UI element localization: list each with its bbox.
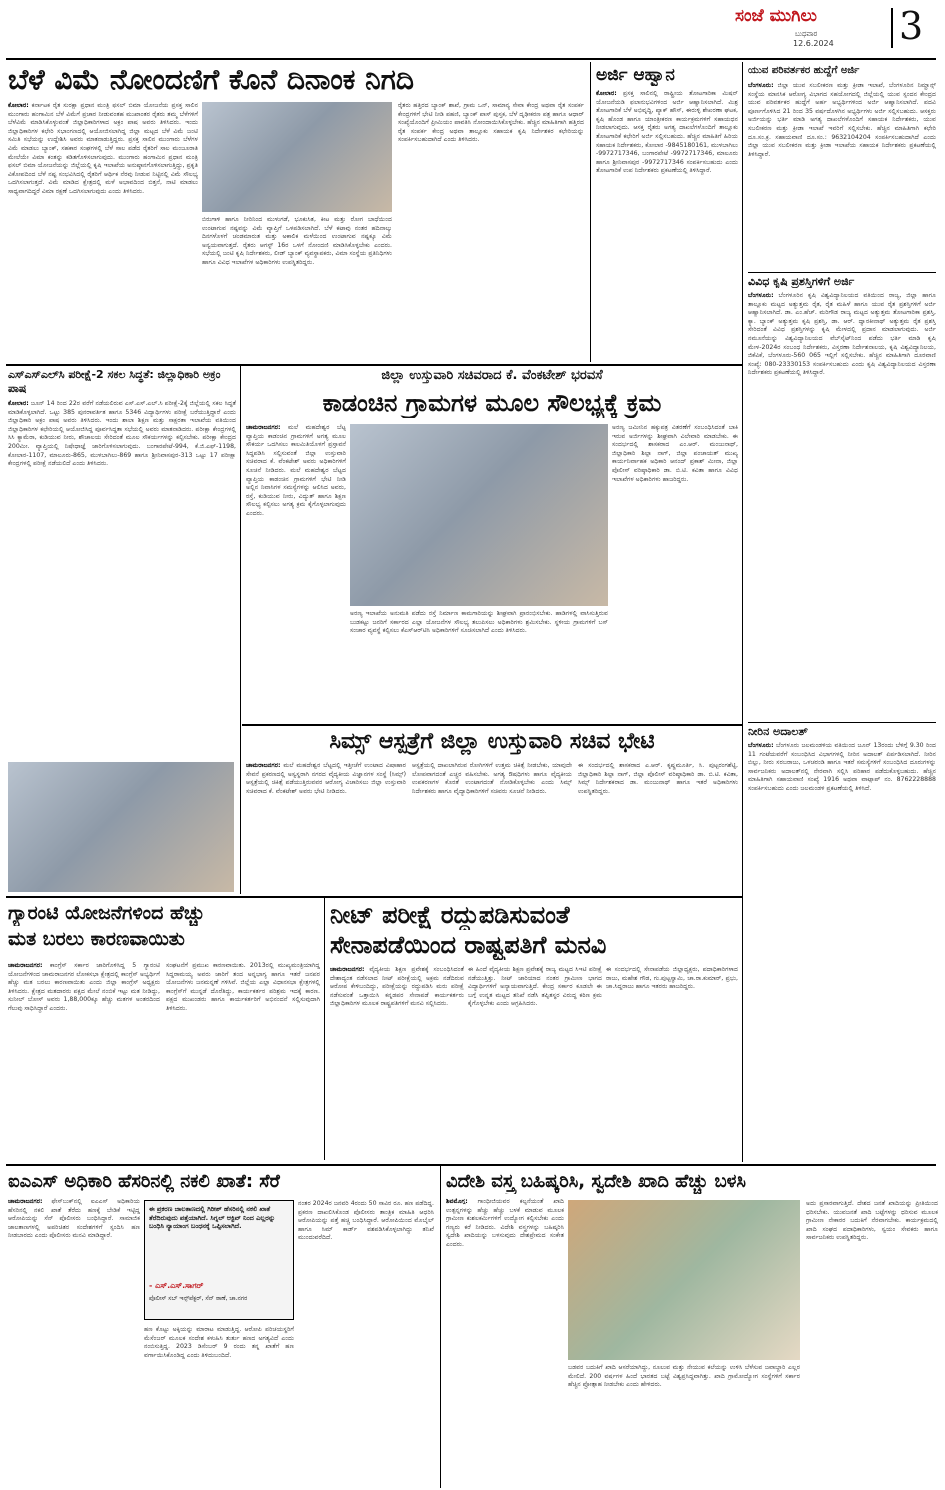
minister-col2: ಅರಣ್ಯ ಇಲಾಖೆಯ ಅನುಮತಿ ಪಡೆದು ರಸ್ತೆ ನಿರ್ಮಾಣ ಕಾಮಗಾರಿಯನ್ನು ಶೀಘ್ರವಾಗಿ ಪ್ರಾರಂಭಿಸಬೇಕು. ಹಾಡಿಗಳಲ್ಲಿ ವಾಸಿಸುತ್ತಿರುವ ಬುಡಕಟ್ಟು ಜನರಿಗೆ ಸರ್ಕಾರದ ಎಲ್ಲಾ ಯೋಜನೆಗಳ ಸೌಲಭ್ಯ ತಲುಪಿಸಲು ಅಧಿಕಾರಿಗಳು ಶ್ರಮಿಸಬೇಕು. ಸ್ಥಳೀಯ ಗ್ರಾಮಗಳಿಗೆ ಬಸ್ ಸಂಚಾರ ವ್ಯವಸ್ಥೆ ಕಲ್ಪಿಸಲು ಕೆಎಸ್‌ಆರ್‌ಟಿಸಿ ಅಧಿಕಾರಿಗಳಿಗೆ ಸೂಚಿಸಲಾಗಿದೆ ಎಂದು ತಿಳಿಸಿದರು. [350,610,608,635]
guarantee-col1 [8,962,160,1158]
khadi-photo [568,1200,800,1360]
minister-dateline: ಚಾಮರಾಜನಗರ: [246,424,281,431]
guarantee-text1: ಕಾಂಗ್ರೆಸ್ ಸರ್ಕಾರ ಜಾರಿಗೊಳಿಸಿದ್ದ 5 ಗ್ಯಾರಂಟಿ ಯೋಜನೆಗಳಿಂದ ಚಾಮರಾಜನಗರ ಲೋಕಸಭಾ ಕ್ಷೇತ್ರದಲ್ಲಿ ಕಾಂಗ್ರೆಸ್ ಅಭ್ಯರ್ಥಿಗೆ ಹೆಚ್ಚು ಮತ ಬರಲು ಕಾರಣವಾಯಿತು ಎಂದು ಜಿಲ್ಲಾ ಕಾಂಗ್ರೆಸ್ ಅಧ್ಯಕ್ಷರು ತಿಳಿಸಿದರು. ಕ್ಷೇತ್ರದ ಮತದಾರರು ಪಕ್ಷದ ಮೇಲೆ ನಂಬಿಕೆ ಇಟ್ಟು ಮತ ನೀಡಿದ್ದು, ಸುನೀಲ್ ಬೋಸ್ ಅವರು 1,88,000ಕ್ಕೂ ಹೆಚ್ಚು ಮತಗಳ ಅಂತರದಿಂದ ಗೆಲುವು ಸಾಧಿಸಿದ್ದಾರೆ ಎಂದರು. [8,962,160,1012]
neet-headline-line2: ಸೇನಾಪಡೆಯಿಂದ ರಾಷ್ಟ್ರಪತಿಗೆ ಮನವಿ [330,931,607,959]
khadi-text1: ಗಾಂಧೀಜಿಯವರ ಕಲ್ಪನೆಯಂತೆ ಖಾದಿ ಉತ್ಪನ್ನಗಳನ್ನು ಹೆಚ್ಚು ಹೆಚ್ಚು ಬಳಕೆ ಮಾಡುವ ಮೂಲಕ ಗ್ರಾಮೀಣ ಕುಶಲಕರ್ಮಿಗಳಿಗೆ ಉದ್ಯೋಗ ಕಲ್ಪಿಸಬೇಕು ಎಂದು ಗಣ್ಯರು ಕರೆ ನೀಡಿದರು. ವಿದೇಶಿ ವಸ್ತ್ರಗಳನ್ನು ಬಹಿಷ್ಕರಿಸಿ ಸ್ವದೇಶಿ ಖಾದಿಯನ್ನು ಬಳಸುವುದು ದೇಶಪ್ರೇಮದ ಸಂಕೇತ ಎಂದರು. [446,1198,564,1248]
hospital-headline: ಸಿಮ್ಸ್ ಆಸ್ಪತ್ರೆಗೆ ಜಿಲ್ಲಾ ಉಸ್ತುವಾರಿ ಸಚಿವ ಭೇಟಿ [329,729,655,754]
water-adalat-dateline: ಬೆಂಗಳೂರು: [748,742,774,749]
fake-ias-col1 [8,1198,140,1486]
minister-kicker: ಜಿಲ್ಲಾ ಉಸ್ತುವಾರಿ ಸಚಿವರಾದ ಕೆ. ವೆಂಕಟೇಶ್ ಭರವಸೆ [381,368,603,383]
rule-under-crop [6,364,742,366]
crop-insurance-text1: ಕರ್ನಾಟಕ ರೈತ ಸುರಕ್ಷಾ ಪ್ರಧಾನ ಮಂತ್ರಿ ಫಸಲ್ ಬಿಮಾ ಯೋಜನೆಯ ಪ್ರಸಕ್ತ ಸಾಲಿನ ಮುಂಗಾರು ಹಂಗಾಮಿನ ಬೆಳೆ ವಿಮೆಗೆ ಪ್ರಚಾರ ನೀಡುವಂತಹ ಮುಖಾಂತರ ರೈತರು ತಮ್ಮ ಬೆಳೆಗಳಿಗೆ ಬೆಳೆವಿಮೆ ಮಾಡಿಸಿಕೊಳ್ಳುವಂತೆ ಜಿಲ್ಲಾಧಿಕಾರಿಗಳಾದ ಅಕ್ರಂ ಪಾಷ ಅವರು ತಿಳಿಸಿದರು. ಇಂದು ಜಿಲ್ಲಾಧಿಕಾರಿಗಳ ಕಛೇರಿ ಸಭಾಂಗಣದಲ್ಲಿ ಆಯೋಜಿಸಲಾಗಿದ್ದ ಜಿಲ್ಲಾ ಮಟ್ಟದ ಬೆಳೆ ವಿಮೆ ಜಂಟಿ ಸಮಿತಿ ಸಭೆಯನ್ನು ಉದ್ದೇಶಿಸಿ ಅವರು ಮಾತನಾಡುತ್ತಿದ್ದರು. ಪ್ರಸಕ್ತ ಸಾಲಿನ ಮುಂಗಾರು ಬೆಳೆಗಳ ವಿಮೆ ಮಾಡಲು ಬ್ಯಾಂಕ್, ಸಹಕಾರ ಸಂಘಗಳಲ್ಲಿ ಬೆಳೆ ಸಾಲ ಪಡೆದ ರೈತರಿಗೆ ಸಾಲ ಮಂಜೂರಾತಿ ಮೇಲೆಯೇ ವಿಮಾ ಕಂತನ್ನು ಕಡಿತಗೊಳಿಸಲಾಗುವುದು. ಮುಂಗಾರು ಹಂಗಾಮಿನ ಪ್ರಧಾನ ಮಂತ್ರಿ ಫಸಲ್ ಬಿಮಾ ಯೋಜನೆಯನ್ನು ಜಿಲ್ಲೆಯಲ್ಲಿ ಕೃಷಿ ಇಲಾಖೆಯ ಅನುಷ್ಠಾನಗೊಳಿಸಲಾಗುತ್ತಿದ್ದು, ಪ್ರಕೃತಿ ವಿಕೋಪದಿಂದ ಬೆಳೆ ನಷ್ಟ ಸಂಭವಿಸಿದಲ್ಲಿ ರೈತರಿಗೆ ಆರ್ಥಿಕ ನೆರವು ನೀಡುವ ನಿಟ್ಟಿನಲ್ಲಿ ವಿಮೆ ಸೌಲಭ್ಯ ಒದಗಿಸಲಾಗುತ್ತದೆ. ವಿಮೆ ಮಾಡಿದ ಕ್ಷೇತ್ರದಲ್ಲಿ ಮಳೆ ಅಭಾವದಿಂದ ಬಿತ್ತನೆ, ನಾಟಿ ಮಾಡಲು ಸಾಧ್ಯವಾಗದಿದ್ದರೆ ವಿಮಾ ರಕ್ಷಣೆ ಒದಗಿಸಲಾಗುವುದು ಎಂದು ತಿಳಿಸಿದರು. [8,102,198,195]
masthead-date: 12.6.2024 [793,39,834,48]
sslc-text: ಜೂನ್ 14 ರಿಂದ 22ರ ವರೆಗೆ ನಡೆಯಲಿರುವ ಎಸ್.ಎಸ್.ಎಲ್.ಸಿ ಪರೀಕ್ಷೆ-2ಕ್ಕೆ ಜಿಲ್ಲೆಯಲ್ಲಿ ಸಕಲ ಸಿದ್ಧತೆ ಮಾಡಿಕೊಳ್ಳಲಾಗಿದೆ. ಒಟ್ಟು 385 ಪುನರಾವರ್ತಿತ ಹಾಗೂ 5346 ವಿದ್ಯಾರ್ಥಿಗಳು ಪರೀಕ್ಷೆ ಬರೆಯುತ್ತಿದ್ದಾರೆ ಎಂದು ಜಿಲ್ಲಾಧಿಕಾರಿ ಅಕ್ರಂ ಪಾಷ ಅವರು ತಿಳಿಸಿದರು. ಇಂದು ಶಾಲಾ ಶಿಕ್ಷಣ ಮತ್ತು ಸಾಕ್ಷರತಾ ಇಲಾಖೆಯ ವತಿಯಿಂದ ಜಿಲ್ಲಾಧಿಕಾರಿಗಳ ಕಛೇರಿಯಲ್ಲಿ ಆಯೋಜಿಸಿದ್ದ ಪೂರ್ವಸಿದ್ಧತಾ ಸಭೆಯಲ್ಲಿ ಅವರು ಮಾತನಾಡಿದರು. ಪರೀಕ್ಷಾ ಕೇಂದ್ರಗಳಲ್ಲಿ ಸಿಸಿ ಕ್ಯಾಮೆರಾ, ಕುಡಿಯುವ ನೀರು, ಶೌಚಾಲಯ ಸೇರಿದಂತೆ ಮೂಲ ಸೌಕರ್ಯಗಳನ್ನು ಕಲ್ಪಿಸಬೇಕು. ಪರೀಕ್ಷಾ ಕೇಂದ್ರದ 200ಮೀ. ವ್ಯಾಪ್ತಿಯಲ್ಲಿ ನಿಷೇಧಾಜ್ಞೆ ಜಾರಿಗೊಳಿಸಲಾಗುವುದು. ಬಂಗಾರಪೇಟೆ-994, ಕೆ.ಜಿ.ಎಫ್-1198, ಕೋಲಾರ-1107, ಮಾಲೂರು-865, ಮುಳಬಾಗಿಲು-869 ಹಾಗೂ ಶ್ರೀನಿವಾಸಪುರ-313 ಒಟ್ಟು 17 ಪರೀಕ್ಷಾ ಕೇಂದ್ರಗಳಲ್ಲಿ ಪರೀಕ್ಷೆ ನಡೆಯಲಿದೆ ಎಂದು ತಿಳಿಸಿದರು. [8,400,236,468]
guarantee-headline-line1: ಗ್ಯಾರಂಟಿ ಯೋಜನೆಗಳಿಂದ ಹೆಚ್ಚು [8,902,205,924]
neet-col3: ಈ ಸಂದರ್ಭದಲ್ಲಿ ಸೇನಾಪಡೆಯ ಜಿಲ್ಲಾಧ್ಯಕ್ಷರು, ಪದಾಧಿಕಾರಿಗಳಾದ ರಾಜು, ಮಹೇಶ ಗೌಡ, ಗು.ಪುಟ್ಟಸ್ವಾಮಿ, ಚಾ.ರಾ.ಕುಮಾರ್, ಪ್ರಭು, ಚಾ.ಸಿದ್ದರಾಜು ಹಾಗೂ ಇತರರು ಹಾಜರಿದ್ದರು. [606,966,738,991]
youth-text: ಜಿಲ್ಲಾ ಯುವ ಸಬಲೀಕರಣ ಮತ್ತು ಕ್ರೀಡಾ ಇಲಾಖೆ, ಬೆಂಗಳೂರಿನ ನಿಮ್ಹಾನ್ಸ್ ಸಂಸ್ಥೆಯ ಮಾನಸಿಕ ಆರೋಗ್ಯ ವಿಭಾಗದ ಸಹಯೋಗದಲ್ಲಿ ಜಿಲ್ಲೆಯಲ್ಲಿ ಯುವ ಸ್ಪಂದನ ಕೇಂದ್ರದ ಯುವ ಪರಿವರ್ತಕರ ಹುದ್ದೆಗೆ ಅರ್ಹ ಅಭ್ಯರ್ಥಿಗಳಿಂದ ಅರ್ಜಿ ಆಹ್ವಾನಿಸಲಾಗಿದೆ. ಪದವಿ ಪೂರ್ಣಗೊಳಿಸಿದ 21 ರಿಂದ 35 ವರ್ಷದೊಳಗಿನ ಅಭ್ಯರ್ಥಿಗಳು ಅರ್ಜಿ ಸಲ್ಲಿಸಬಹುದು. ಆಸಕ್ತರು ಅರ್ಜಿಯನ್ನು ಭರ್ತಿ ಮಾಡಿ ಅಗತ್ಯ ದಾಖಲೆಗಳೊಂದಿಗೆ ಸಹಾಯಕ ನಿರ್ದೇಶಕರು, ಯುವ ಸಬಲೀಕರಣ ಮತ್ತು ಕ್ರೀಡಾ ಇಲಾಖೆ ಇವರಿಗೆ ಸಲ್ಲಿಸಬೇಕು. ಹೆಚ್ಚಿನ ಮಾಹಿತಿಗಾಗಿ ಕಛೇರಿ ದೂ.ಸಂ.ಕ್ರ. ಸಹಾಯವಾಣಿ ದೂ.ಸಂ.: 9632104204 ಸಂಪರ್ಕಿಸಬಹುದಾಗಿದೆ ಎಂದು ಜಿಲ್ಲಾ ಯುವ ಸಬಲೀಕರಣ ಮತ್ತು ಕ್ರೀಡಾ ಇಲಾಖೆಯ ಸಹಾಯಕ ನಿರ್ದೇಶಕರು ಪ್ರಕಟಣೆಯಲ್ಲಿ ತಿಳಿಸಿದ್ದಾರೆ. [748,82,936,158]
fake-ias-text1: ಫೇಸ್‌ಬುಕ್‌ನಲ್ಲಿ ಐಎಎಸ್ ಅಧಿಕಾರಿಯ ಹೆಸರಿನಲ್ಲಿ ನಕಲಿ ಖಾತೆ ತೆರೆದು ಹಣಕ್ಕೆ ಬೇಡಿಕೆ ಇಟ್ಟಿದ್ದ ಆರೋಪಿಯನ್ನು ಸೆನ್ ಪೊಲೀಸರು ಬಂಧಿಸಿದ್ದಾರೆ. ಸಾಮಾಜಿಕ ಜಾಲತಾಣಗಳಲ್ಲಿ ಅಪರಿಚಿತರ ಸಂದೇಶಗಳಿಗೆ ಸ್ಪಂದಿಸಿ ಹಣ ನೀಡಬಾರದು ಎಂದು ಪೊಲೀಸರು ಮನವಿ ಮಾಡಿದ್ದಾರೆ. [8,1198,140,1240]
guarantee-dateline: ಚಾಮರಾಜನಗರ: [8,962,43,969]
fake-ias-quote-box [144,1200,294,1320]
fake-ias-quote-role: ಪೊಲೀಸ್ ಸಬ್ ಇನ್ಸ್‌ಪೆಕ್ಟರ್, ಸೆನ್ ಠಾಣೆ, ಚಾ.ನಗರ [149,1295,248,1302]
sslc-headline: ಎಸ್‌ಎಸ್‌ಎಲ್‌ಸಿ ಪರೀಕ್ಷೆ-2 ಸಕಲ ಸಿದ್ಧತೆ: ಜಿಲ್ಲಾಧಿಕಾರಿ ಅಕ್ರಂ ಪಾಷ [8,368,221,395]
page-number: 3 [899,4,924,48]
khadi-col1 [446,1198,564,1486]
column-rule-2 [742,62,743,1162]
minister-col3: ಅರಣ್ಯ ಜಮೀನಿನ ಹಕ್ಕುಪತ್ರ ವಿತರಣೆಗೆ ಸಂಬಂಧಿಸಿದಂತೆ ಬಾಕಿ ಇರುವ ಅರ್ಜಿಗಳನ್ನು ಶೀಘ್ರವಾಗಿ ವಿಲೇವಾರಿ ಮಾಡಬೇಕು. ಈ ಸಂದರ್ಭದಲ್ಲಿ ಶಾಸಕರಾದ ಎಂ.ಆರ್. ಮಂಜುನಾಥ್, ಜಿಲ್ಲಾಧಿಕಾರಿ ಶಿಲ್ಪಾ ನಾಗ್, ಜಿಲ್ಲಾ ಪಂಚಾಯತ್ ಮುಖ್ಯ ಕಾರ್ಯನಿರ್ವಾಹಕ ಅಧಿಕಾರಿ ಆನಂದ್ ಪ್ರಕಾಶ್ ಮೀನಾ, ಜಿಲ್ಲಾ ಪೊಲೀಸ್ ವರಿಷ್ಠಾಧಿಕಾರಿ ಡಾ. ಬಿ.ಟಿ. ಕವಿತಾ ಹಾಗೂ ವಿವಿಧ ಇಲಾಖೆಗಳ ಅಧಿಕಾರಿಗಳು ಹಾಜರಿದ್ದರು. [612,424,738,483]
neet-dateline: ಚಾಮರಾಜನಗರ: [330,966,365,973]
youth-body [748,82,936,266]
guarantee-headline-line2: ಮತ ಬರಲು ಕಾರಣವಾಯಿತು [8,928,185,950]
sslc-body [8,400,236,756]
crop-insurance-col2: ಬಿರುಗಾಳಿ ಹಾಗೂ ನೀರಿನಿಂದ ಮುಳುಗಡೆ, ಭೂಕುಸಿತ, ಕೀಟ ಮತ್ತು ರೋಗ ಬಾಧೆಯಿಂದ ಉಂಟಾಗುವ ನಷ್ಟವನ್ನು ವಿಮೆ ವ್ಯಾಪ್ತಿಗೆ ಒಳಪಡಿಸಲಾಗಿದೆ. ಬೆಳೆ ಕಟಾವು ನಂತರ ಹದಿನಾಲ್ಕು ದಿನಗಳೊಳಗೆ ಚಂಡಮಾರುತ ಮತ್ತು ಅಕಾಲಿಕ ಮಳೆಯಿಂದ ಉಂಟಾಗುವ ನಷ್ಟಕ್ಕೂ ವಿಮೆ ಅನ್ವಯವಾಗುತ್ತದೆ. ರೈತರು ಆಗಸ್ಟ್ 16ರ ಒಳಗೆ ನೋಂದಣಿ ಮಾಡಿಸಿಕೊಳ್ಳಬೇಕು ಎಂದರು. ಸಭೆಯಲ್ಲಿ ಜಂಟಿ ಕೃಷಿ ನಿರ್ದೇಶಕರು, ಲೀಡ್ ಬ್ಯಾಂಕ್ ವ್ಯವಸ್ಥಾಪಕರು, ವಿಮಾ ಸಂಸ್ಥೆಯ ಪ್ರತಿನಿಧಿಗಳು ಹಾಗೂ ವಿವಿಧ ಇಲಾಖೆಗಳ ಅಧಿಕಾರಿಗಳು ಉಪಸ್ಥಿತರಿದ್ದರು. [202,216,392,266]
crop-insurance-col3: ರೈತರು ಹತ್ತಿರದ ಬ್ಯಾಂಕ್ ಶಾಖೆ, ಗ್ರಾಮ ಒನ್, ಸಾಮಾನ್ಯ ಸೇವಾ ಕೇಂದ್ರ ಅಥವಾ ರೈತ ಸಂಪರ್ಕ ಕೇಂದ್ರಗಳಿಗೆ ಭೇಟಿ ನೀಡಿ ಪಹಣಿ, ಬ್ಯಾಂಕ್ ಪಾಸ್ ಪುಸ್ತಕ, ಬೆಳೆ ದೃಢೀಕರಣ ಪತ್ರ ಹಾಗೂ ಆಧಾರ್ ಸಂಖ್ಯೆಯೊಂದಿಗೆ ಪ್ರೀಮಿಯಂ ಪಾವತಿಸಿ ನೋಂದಾಯಿಸಿಕೊಳ್ಳಬೇಕು. ಹೆಚ್ಚಿನ ಮಾಹಿತಿಗಾಗಿ ಹತ್ತಿರದ ರೈತ ಸಂಪರ್ಕ ಕೇಂದ್ರ ಅಥವಾ ತಾಲ್ಲೂಕು ಸಹಾಯಕ ಕೃಷಿ ನಿರ್ದೇಶಕರ ಕಛೇರಿಯನ್ನು ಸಂಪರ್ಕಿಸಬಹುದಾಗಿದೆ ಎಂದು ತಿಳಿಸಿದರು. [398,102,584,144]
column-rule-3 [240,366,241,894]
farm-awards-body [748,292,936,716]
masthead-divider [891,8,893,48]
top-rule [6,58,936,60]
fake-ias-quote-author: - ಎಸ್.ಎಸ್.ಸಾಗರ್ [149,1281,204,1290]
minister-headline: ಕಾಡಂಚಿನ ಗ್ರಾಮಗಳ ಮೂಲ ಸೌಲಭ್ಯಕ್ಕೆ ಕ್ರಮ [322,389,662,417]
rule-above-bottom [6,1164,936,1166]
fake-ias-col3: ನಂತರ 2024ರ ಜನವರಿ 4ರಂದು 50 ಸಾವಿರ ರೂ. ಹಣ ಪಡೆದಿದ್ದ. ಪ್ರಕರಣ ದಾಖಲಿಸಿಕೊಂಡ ಪೊಲೀಸರು ತಾಂತ್ರಿಕ ಮಾಹಿತಿ ಆಧರಿಸಿ ಆರೋಪಿಯನ್ನು ಪತ್ತೆ ಹಚ್ಚಿ ಬಂಧಿಸಿದ್ದಾರೆ. ಆರೋಪಿಯಿಂದ ಮೊಬೈಲ್ ಹಾಗೂ ಸಿಮ್ ಕಾರ್ಡ್ ವಶಪಡಿಸಿಕೊಳ್ಳಲಾಗಿದ್ದು ತನಿಖೆ ಮುಂದುವರೆದಿದೆ. [298,1200,434,1242]
farm-awards-dateline: ಬೆಂಗಳೂರು: [748,292,774,299]
application-invite-body [596,90,738,360]
minister-col1 [246,424,346,720]
hospital-col3: ಈ ಸಂದರ್ಭದಲ್ಲಿ ಶಾಸಕರಾದ ಎ.ಆರ್. ಕೃಷ್ಣಮೂರ್ತಿ, ಸಿ. ಪುಟ್ಟರಂಗಶೆಟ್ಟಿ, ಜಿಲ್ಲಾಧಿಕಾರಿ ಶಿಲ್ಪಾ ನಾಗ್, ಜಿಲ್ಲಾ ಪೊಲೀಸ್ ವರಿಷ್ಠಾಧಿಕಾರಿ ಡಾ. ಬಿ.ಟಿ. ಕವಿತಾ, ಸಿಮ್ಸ್ ನಿರ್ದೇಶಕರಾದ ಡಾ. ಮಂಜುನಾಥ್ ಹಾಗೂ ಇತರೆ ಅಧಿಕಾರಿಗಳು ಉಪಸ್ಥಿತರಿದ್ದರು. [578,762,738,795]
youth-headline: ಯುವ ಪರಿವರ್ತಕರ ಹುದ್ದೆಗೆ ಅರ್ಜಿ [748,65,860,76]
water-adalat-text: ಬೆಂಗಳೂರು ಜಲಮಂಡಳಿಯ ವತಿಯಿಂದ ಜೂನ್ 13ರಂದು ಬೆಳಿಗ್ಗೆ 9.30 ರಿಂದ 11 ಗಂಟೆಯವರೆಗೆ ಸಂಬಂಧಿಸಿದ ವಿಭಾಗಗಳಲ್ಲಿ ನೀರಿನ ಅದಾಲತ್ ಏರ್ಪಡಿಸಲಾಗಿದೆ. ನೀರಿನ ಬಿಲ್ಲು, ನೀರು ಸರಬರಾಜು, ಒಳಚರಂಡಿ ಹಾಗೂ ಇತರೆ ಸಮಸ್ಯೆಗಳಿಗೆ ಸಂಬಂಧಿಸಿದ ದೂರುಗಳನ್ನು ಸಾರ್ವಜನಿಕರು ಅದಾಲತ್‌ನಲ್ಲಿ ನೇರವಾಗಿ ಸಲ್ಲಿಸಿ ಪರಿಹಾರ ಪಡೆದುಕೊಳ್ಳಬಹುದು. ಹೆಚ್ಚಿನ ಮಾಹಿತಿಗಾಗಿ ಸಹಾಯವಾಣಿ ಸಂಖ್ಯೆ 1916 ಅಥವಾ ವಾಟ್ಸಾಪ್ ನಂ. 8762228888 ಸಂಪರ್ಕಿಸಬಹುದು ಎಂದು ಜಲಮಂಡಳಿ ಪ್ರಕಟಣೆಯಲ್ಲಿ ತಿಳಿಸಿದೆ. [748,742,936,792]
hospital-col1 [246,762,406,892]
hospital-dateline: ಚಾಮರಾಜನಗರ: [246,762,281,769]
minister-text1: ಮಲೆ ಮಹದೇಶ್ವರ ಬೆಟ್ಟ ವ್ಯಾಪ್ತಿಯ ಕಾಡಂಚಿನ ಗ್ರಾಮಗಳಿಗೆ ಅಗತ್ಯ ಮೂಲ ಸೌಕರ್ಯ ಒದಗಿಸಲು ಕಾಲಮಿತಿಯೊಳಗೆ ಪ್ರಸ್ತಾವನೆ ಸಿದ್ಧಪಡಿಸಿ ಸಲ್ಲಿಸುವಂತೆ ಜಿಲ್ಲಾ ಉಸ್ತುವಾರಿ ಸಚಿವರಾದ ಕೆ. ವೆಂಕಟೇಶ್ ಅವರು ಅಧಿಕಾರಿಗಳಿಗೆ ಸೂಚನೆ ನೀಡಿದರು. ಮಲೆ ಮಹದೇಶ್ವರ ಬೆಟ್ಟದ ವ್ಯಾಪ್ತಿಯ ಕಾಡಂಚಿನ ಗ್ರಾಮಗಳಿಗೆ ಭೇಟಿ ನೀಡಿ ಅಲ್ಲಿನ ನಿವಾಸಿಗಳ ಸಮಸ್ಯೆಗಳನ್ನು ಆಲಿಸಿದ ಅವರು, ರಸ್ತೆ, ಕುಡಿಯುವ ನೀರು, ವಿದ್ಯುತ್ ಹಾಗೂ ಶಿಕ್ಷಣ ಸೌಲಭ್ಯ ಕಲ್ಪಿಸಲು ಅಗತ್ಯ ಕ್ರಮ ಕೈಗೊಳ್ಳಲಾಗುವುದು ಎಂದರು. [246,424,346,517]
guarantee-col2: ಸಂಘಟನೆಗೆ ಪ್ರಮುಖ ಕಾರಣವಾಯಿತು. 2013ರಲ್ಲಿ ಮುಖ್ಯಮಂತ್ರಿಯಾಗಿದ್ದ ಸಿದ್ದರಾಮಯ್ಯ ಅವರು ಜಾರಿಗೆ ತಂದ ಅನ್ನಭಾಗ್ಯ ಹಾಗೂ ಇತರೆ ಜನಪರ ಯೋಜನೆಗಳು ಜನಮನ್ನಣೆ ಗಳಿಸಿವೆ. ಜಿಲ್ಲೆಯ ಎಲ್ಲಾ ವಿಧಾನಸಭಾ ಕ್ಷೇತ್ರಗಳಲ್ಲಿ ಕಾಂಗ್ರೆಸ್‌ಗೆ ಮುನ್ನಡೆ ದೊರೆತಿದ್ದು, ಕಾರ್ಯಕರ್ತರ ಪರಿಶ್ರಮ ಇದಕ್ಕೆ ಕಾರಣ. ಪಕ್ಷದ ಮುಖಂಡರು ಹಾಗೂ ಕಾರ್ಯಕರ್ತರಿಗೆ ಅಭಿನಂದನೆ ಸಲ್ಲಿಸುವುದಾಗಿ ತಿಳಿಸಿದರು. [166,962,320,1012]
khadi-col2: ಬಡವರ ಬದುಕಿಗೆ ಖಾದಿ ಆಸರೆಯಾಗಿದ್ದು, ನೂಲುವ ಮತ್ತು ನೇಯುವ ಕಲೆಯನ್ನು ಉಳಿಸಿ ಬೆಳೆಸುವ ಜವಾಬ್ದಾರಿ ಎಲ್ಲರ ಮೇಲಿದೆ. 200 ವರ್ಷಗಳ ಹಿಂದೆ ಭಾರತದ ಬಟ್ಟೆ ವಿಶ್ವಪ್ರಸಿದ್ಧವಾಗಿತ್ತು. ಖಾದಿ ಗ್ರಾಮೋದ್ಯೋಗ ಸಂಸ್ಥೆಗಳಿಗೆ ಸರ್ಕಾರ ಹೆಚ್ಚಿನ ಪ್ರೋತ್ಸಾಹ ನೀಡಬೇಕು ಎಂದು ಹೇಳಿದರು. [568,1364,800,1389]
hospital-col2: ಆಸ್ಪತ್ರೆಯಲ್ಲಿ ದಾಖಲಾಗಿರುವ ರೋಗಿಗಳಿಗೆ ಉತ್ತಮ ಚಿಕಿತ್ಸೆ ನೀಡಬೇಕು, ಯಾವುದೇ ಲೋಪವಾಗದಂತೆ ಎಚ್ಚರ ವಹಿಸಬೇಕು. ಅಗತ್ಯ ಔಷಧಿಗಳು ಹಾಗೂ ವೈದ್ಯಕೀಯ ಉಪಕರಣಗಳ ಕೊರತೆ ಉಂಟಾಗದಂತೆ ನೋಡಿಕೊಳ್ಳಬೇಕು ಎಂದು ಸಿಮ್ಸ್ ನಿರ್ದೇಶಕರು ಹಾಗೂ ವೈದ್ಯಾಧಿಕಾರಿಗಳಿಗೆ ಸಚಿವರು ಸೂಚನೆ ನೀಡಿದರು. [412,762,572,795]
crop-insurance-photo [202,102,392,212]
newspaper-logo: ಸಂಜೆ ಮುಗಿಲು [735,6,817,26]
neet-headline [330,900,740,962]
farm-awards-headline: ವಿವಿಧ ಕೃಷಿ ಪ್ರಶಸ್ತಿಗಳಿಗೆ ಅರ್ಜಿ [748,272,936,288]
masthead-day: ಬುಧವಾರ [795,30,818,38]
farm-awards-text: ಬೆಂಗಳೂರಿನ ಕೃಷಿ ವಿಶ್ವವಿದ್ಯಾನಿಲಯದ ವತಿಯಿಂದ ರಾಜ್ಯ, ಜಿಲ್ಲಾ ಹಾಗೂ ತಾಲ್ಲೂಕು ಮಟ್ಟದ ಅತ್ಯುತ್ತಮ ರೈತ, ರೈತ ಮಹಿಳೆ ಹಾಗೂ ಯುವ ರೈತ ಪ್ರಶಸ್ತಿಗಳಿಗೆ ಅರ್ಜಿ ಆಹ್ವಾನಿಸಲಾಗಿದೆ. ಡಾ. ಎಂ.ಹೆಚ್. ಮರಿಗೌಡ ರಾಜ್ಯ ಮಟ್ಟದ ಅತ್ಯುತ್ತಮ ತೋಟಗಾರಿಕಾ ಪ್ರಶಸ್ತಿ, ಕ್ಯಾ. ಬ್ಯಾಂಕ್ ಅತ್ಯುತ್ತಮ ಕೃಷಿ ಪ್ರಶಸ್ತಿ, ಡಾ. ಆರ್. ದ್ವಾರಕೀನಾಥ್ ಅತ್ಯುತ್ತಮ ರೈತ ಪ್ರಶಸ್ತಿ ಸೇರಿದಂತೆ ವಿವಿಧ ಪ್ರಶಸ್ತಿಗಳನ್ನು ಕೃಷಿ ಮೇಳದಲ್ಲಿ ಪ್ರದಾನ ಮಾಡಲಾಗುವುದು. ಅರ್ಜಿ ನಮೂನೆಯನ್ನು ವಿಶ್ವವಿದ್ಯಾನಿಲಯದ ವೆಬ್‌ಸೈಟ್‌ನಿಂದ ಪಡೆದು ಭರ್ತಿ ಮಾಡಿ ಕೃಷಿ ಮೇಳ-2024ರ ಸಂಬಂಧ ನಿರ್ದೇಶಕರು, ವಿಸ್ತರಣಾ ನಿರ್ದೇಶನಾಲಯ, ಕೃಷಿ ವಿಶ್ವವಿದ್ಯಾನಿಲಯ, ಜಿಕೆವಿಕೆ, ಬೆಂಗಳೂರು-560 065 ಇಲ್ಲಿಗೆ ಸಲ್ಲಿಸಬೇಕು. ಹೆಚ್ಚಿನ ಮಾಹಿತಿಗಾಗಿ ದೂರವಾಣಿ ಸಂಖ್ಯೆ: 080-23330153 ಸಂಪರ್ಕಿಸಬಹುದು ಎಂದು ಕೃಷಿ ವಿಶ್ವವಿದ್ಯಾನಿಲಯದ ವಿಸ್ತರಣಾ ನಿರ್ದೇಶಕರು ಪ್ರಕಟಣೆಯಲ್ಲಿ ತಿಳಿಸಿದ್ದಾರೆ. [748,292,936,377]
application-invite-text: ಪ್ರಸಕ್ತ ಸಾಲಿನಲ್ಲಿ ರಾಷ್ಟ್ರೀಯ ತೋಟಗಾರಿಕಾ ಮಿಷನ್ ಯೋಜನೆಯಡಿ ಫಲಾನುಭವಿಗಳಿಂದ ಅರ್ಜಿ ಆಹ್ವಾನಿಸಲಾಗಿದೆ. ಮಿಶ್ರ ತೋಟಗಾರಿಕೆ ಬೆಳೆ ಅಭಿವೃದ್ಧಿ, ಪ್ಯಾಕ್ ಹೌಸ್, ಈರುಳ್ಳಿ ಶೇಖರಣಾ ಘಟಕ, ಕೃಷಿ ಹೊಂಡ ಹಾಗೂ ಯಾಂತ್ರೀಕರಣ ಕಾರ್ಯಕ್ರಮಗಳಿಗೆ ಸಹಾಯಧನ ನೀಡಲಾಗುವುದು. ಆಸಕ್ತ ರೈತರು ಅಗತ್ಯ ದಾಖಲೆಗಳೊಂದಿಗೆ ತಾಲ್ಲೂಕು ತೋಟಗಾರಿಕೆ ಕಛೇರಿಗೆ ಅರ್ಜಿ ಸಲ್ಲಿಸಬಹುದು. ಹೆಚ್ಚಿನ ಮಾಹಿತಿಗೆ ಹಿರಿಯ ಸಹಾಯಕ ನಿರ್ದೇಶಕರು, ಕೋಲಾರ -9845180161, ಮುಳಬಾಗಿಲು -9972717346, ಬಂಗಾರಪೇಟೆ -9972717346, ಮಾಲೂರು ಹಾಗೂ ಶ್ರೀನಿವಾಸಪುರ -9972717346 ಸಂಪರ್ಕಿಸಬಹುದು ಎಂದು ತೋಟಗಾರಿಕೆ ಉಪ ನಿರ್ದೇಶಕರು ಪ್ರಕಟಣೆಯಲ್ಲಿ ತಿಳಿಸಿದ್ದಾರೆ. [596,90,738,175]
water-adalat-body [748,742,936,1154]
rule-under-hospital [6,896,742,898]
minister-photo [350,424,608,606]
crop-insurance-col1 [8,102,198,360]
application-invite-headline: ಅರ್ಜಿ ಆಹ್ವಾನ [596,65,675,85]
rule-under-minister [242,724,742,726]
neet-headline-line1: ನೀಟ್ ಪರೀಕ್ಷೆ ರದ್ದುಪಡಿಸುವಂತೆ [330,901,570,929]
masthead [735,4,940,56]
khadi-col3: ಅದು ಪ್ರಸಾರವಾಗುತ್ತಿದೆ. ದೇಶದ ಜನತೆ ಖಾದಿಯನ್ನು ಪ್ರೀತಿಯಿಂದ ಧರಿಸಬೇಕು. ಯುವಜನತೆ ಖಾದಿ ಬಟ್ಟೆಗಳನ್ನು ಧರಿಸುವ ಮೂಲಕ ಗ್ರಾಮೀಣ ನೇಕಾರರ ಬದುಕಿಗೆ ನೆರವಾಗಬೇಕು. ಕಾರ್ಯಕ್ರಮದಲ್ಲಿ ಖಾದಿ ಸಂಘದ ಪದಾಧಿಕಾರಿಗಳು, ಸ್ವಯಂ ಸೇವಕರು ಹಾಗೂ ಸಾರ್ವಜನಿಕರು ಉಪಸ್ಥಿತರಿದ್ದರು. [806,1200,938,1242]
crop-insurance-headline: ಬೆಳೆ ವಿಮೆ ನೋಂದಣಿಗೆ ಕೊನೆ ದಿನಾಂಕ ನಿಗದಿ [8,63,414,96]
fake-ias-headline: ಐಎಎಸ್ ಅಧಿಕಾರಿ ಹೆಸರಿನಲ್ಲಿ ನಕಲಿ ಖಾತೆ: ಸೆರೆ [8,1171,280,1192]
neet-col1 [330,966,464,1158]
hospital-text1: ಮಲೆ ಮಹದೇಶ್ವರ ಬೆಟ್ಟದಲ್ಲಿ ಇತ್ತೀಚೆಗೆ ಉಂಟಾದ ವಿಷಾಹಾರ ಸೇವನೆ ಪ್ರಕರಣದಲ್ಲಿ ಅಸ್ವಸ್ಥರಾಗಿ ನಗರದ ವೈದ್ಯಕೀಯ ವಿಜ್ಞಾನಗಳ ಸಂಸ್ಥೆ (ಸಿಮ್ಸ್) ಆಸ್ಪತ್ರೆಯಲ್ಲಿ ಚಿಕಿತ್ಸೆ ಪಡೆಯುತ್ತಿರುವವರ ಆರೋಗ್ಯ ವಿಚಾರಿಸಲು ಜಿಲ್ಲಾ ಉಸ್ತುವಾರಿ ಸಚಿವರಾದ ಕೆ. ವೆಂಕಟೇಶ್ ಅವರು ಭೇಟಿ ನೀಡಿದರು. [246,762,406,795]
youth-dateline: ಬೆಂಗಳೂರು: [748,82,774,89]
sslc-photo [8,762,234,892]
column-rule-1 [590,62,591,362]
column-rule-4 [324,898,325,1160]
fake-ias-dateline: ಚಾಮರಾಜನಗರ: [8,1198,43,1205]
guarantee-headline [8,900,320,956]
khadi-headline: ವಿದೇಶಿ ವಸ್ತ್ರ ಬಹಿಷ್ಕರಿಸಿ, ಸ್ವದೇಶಿ ಖಾದಿ ಹೆಚ್ಚು ಬಳಸಿ [446,1171,746,1192]
column-rule-5 [440,1166,441,1488]
application-invite-dateline: ಕೋಲಾರ: [596,90,617,97]
crop-insurance-dateline: ಕೋಲಾರ: [8,102,29,109]
fake-ias-col2: ಹಣ ಕೊಟ್ಟು ಅಕ್ಕಿಯನ್ನು ಮಾರಾಟ ಮಾಡುತ್ತಿದ್ದ. ಆರೋಪಿ ಪರಿಚಯಸ್ಥರಿಗೆ ಮೆಸೆಂಜರ್ ಮೂಲಕ ಸಂದೇಶ ಕಳುಹಿಸಿ ತುರ್ತು ಹಣದ ಅಗತ್ಯವಿದೆ ಎಂದು ನಂಬಿಸುತ್ತಿದ್ದ. 2023 ಡಿಸೆಂಬರ್ 9 ರಂದು ತನ್ನ ಖಾತೆಗೆ ಹಣ ವರ್ಗಾಯಿಸಿಕೊಂಡಿದ್ದ ಎಂದು ತಿಳಿದುಬಂದಿದೆ. [144,1326,294,1359]
fake-ias-quote: ಈ ಪ್ರಕರಣ ಜಾಲತಾಣದಲ್ಲಿ ಗಿರೀಶ್ ಹೆಸರಿನಲ್ಲಿ ನಕಲಿ ಖಾತೆ ತೆರೆದಿರುವುದು ಪತ್ತೆಯಾಗಿದೆ. ಸಿಗ್ನಲ್ ಆಕ್ಟಿವ್ ನಿಂದ ಎಲ್ಲರನ್ನು ಬಂಧಿಸಿ ನ್ಯಾಯಾಂಗ ಬಂಧನಕ್ಕೆ ಒಪ್ಪಿಸಲಾಗಿದೆ. [149,1205,276,1230]
khadi-dateline: ಶಿವಮೊಗ್ಗ: [446,1198,468,1205]
neet-col2: ಈ ಹಿಂದೆ ವೈದ್ಯಕೀಯ ಶಿಕ್ಷಣ ಪ್ರವೇಶಕ್ಕೆ ರಾಜ್ಯ ಮಟ್ಟದ ಸಿಇಟಿ ಪರೀಕ್ಷೆ ನಡೆಯುತ್ತಿತ್ತು. ನೀಟ್ ಜಾರಿಯಾದ ನಂತರ ಗ್ರಾಮೀಣ ಭಾಗದ ವಿದ್ಯಾರ್ಥಿಗಳಿಗೆ ಅನ್ಯಾಯವಾಗುತ್ತಿದೆ. ಕೇಂದ್ರ ಸರ್ಕಾರ ಕೂಡಲೇ ಈ ಬಗ್ಗೆ ಉನ್ನತ ಮಟ್ಟದ ತನಿಖೆ ನಡೆಸಿ ತಪ್ಪಿತಸ್ಥರ ವಿರುದ್ಧ ಕಠಿಣ ಕ್ರಮ ಕೈಗೊಳ್ಳಬೇಕು ಎಂದು ಆಗ್ರಹಿಸಿದರು. [468,966,602,1008]
sslc-dateline: ಕೋಲಾರ: [8,400,29,407]
neet-text1: ವೈದ್ಯಕೀಯ ಶಿಕ್ಷಣ ಪ್ರವೇಶಕ್ಕೆ ಸಂಬಂಧಿಸಿದಂತೆ ದೇಶಾದ್ಯಂತ ನಡೆಸಲಾದ ನೀಟ್ ಪರೀಕ್ಷೆಯಲ್ಲಿ ಅಕ್ರಮ ನಡೆದಿರುವ ಆರೋಪ ಕೇಳಿಬಂದಿದ್ದು, ಪರೀಕ್ಷೆಯನ್ನು ರದ್ದುಪಡಿಸಿ ಮರು ಪರೀಕ್ಷೆ ನಡೆಸುವಂತೆ ಒತ್ತಾಯಿಸಿ ಕನ್ನಡಪರ ಸೇನಾಪಡೆ ಕಾರ್ಯಕರ್ತರು ಜಿಲ್ಲಾಧಿಕಾರಿಗಳ ಮೂಲಕ ರಾಷ್ಟ್ರಪತಿಗಳಿಗೆ ಮನವಿ ಸಲ್ಲಿಸಿದರು. [330,966,464,1008]
water-adalat-headline: ನೀರಿನ ಅದಾಲತ್ [748,722,936,738]
